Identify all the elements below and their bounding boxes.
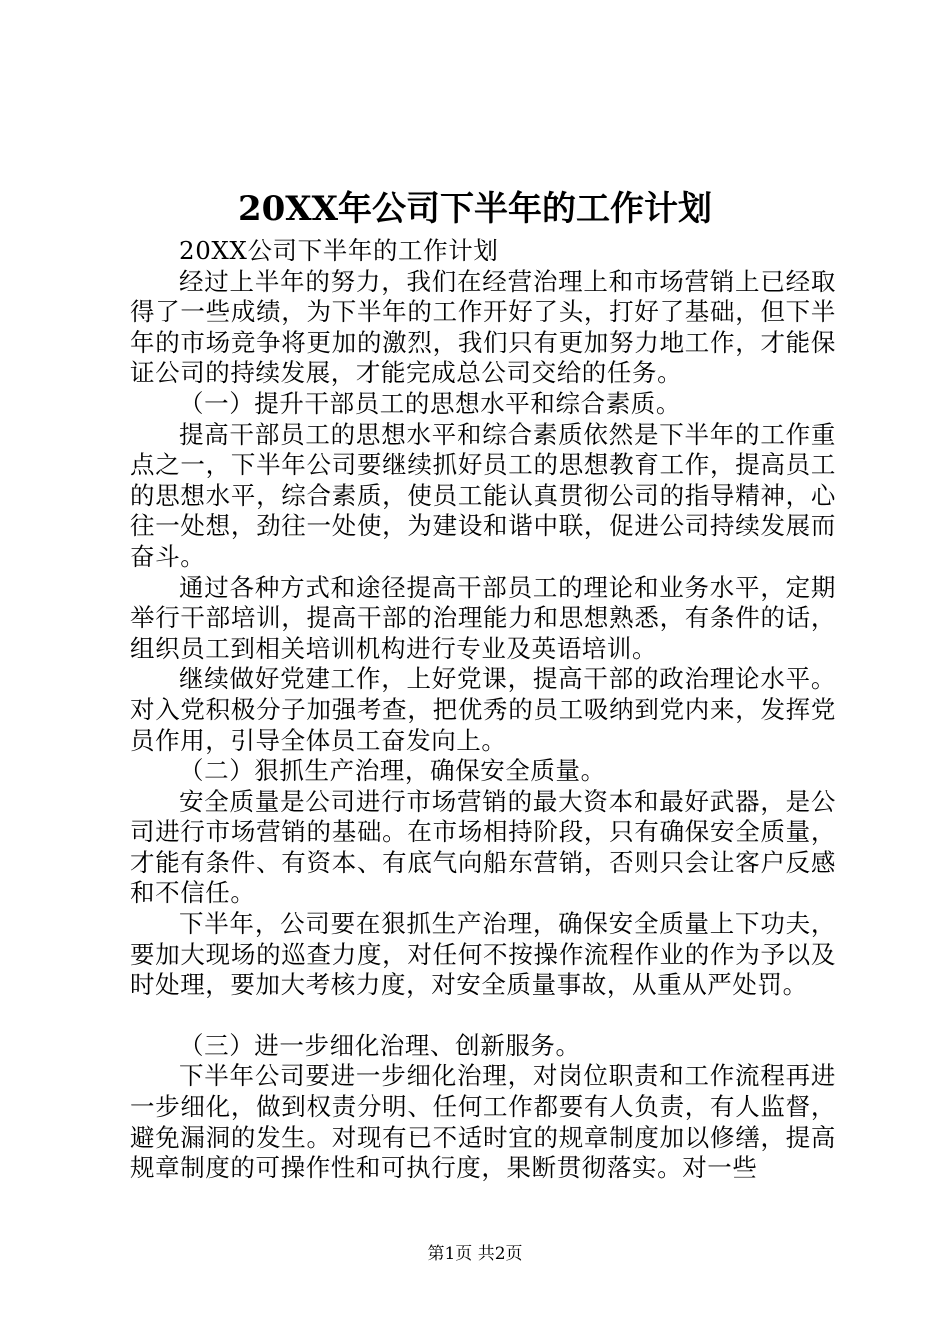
section-heading-3: （三）进一步细化治理、创新服务。	[179, 1030, 581, 1060]
page-footer: 第1页 共2页	[427, 1244, 523, 1264]
paragraph-spacer	[130, 1001, 836, 1031]
section-heading-2: （二）狠抓生产治理，确保安全质量。	[179, 756, 606, 786]
body-paragraph: 提高干部员工的思想水平和综合素质依然是下半年的工作重点之一，下半年公司要继续抓好员工的思想教育工作，提高员工的思想水平，综合素质，使员工能认真贯彻公司的指导精神，心往一处想，劲往一处使，为建设和谐中联，促进公司持续发展而奋斗。	[130, 419, 836, 571]
body-paragraph: 通过各种方式和途径提高干部员工的理论和业务水平，定期举行干部培训，提高干部的治理能力和思想熟悉，有条件的话，组织员工到相关培训机构进行专业及英语培训。	[130, 572, 836, 663]
body-paragraph: 下半年，公司要在狠抓生产治理，确保安全质量上下功夫，要加大现场的巡查力度，对任何不按操作流程作业的作为予以及时处理，要加大考核力度，对安全质量事故，从重从严处罚。	[130, 909, 836, 1000]
section-heading-1: （一）提升干部员工的思想水平和综合素质。	[179, 388, 681, 418]
document-body	[130, 236, 836, 1184]
intro-paragraph: 经过上半年的努力，我们在经营治理上和市场营销上已经取得了一些成绩，为下半年的工作开好了头，打好了基础，但下半年的市场竞争将更加的激烈，我们只有更加努力地工作，才能保证公司的持续发展，才能完成总公司交给的任务。	[130, 266, 836, 388]
body-paragraph: 安全质量是公司进行市场营销的最大资本和最好武器，是公司进行市场营销的基础。在市场相持阶段，只有确保安全质量，才能有条件、有资本、有底气向船东营销，否则只会让客户反感和不信任。	[130, 786, 836, 908]
body-paragraph: 下半年公司要进一步细化治理，对岗位职责和工作流程再进一步细化，做到权责分明、任何工作都要有人负责，有人监督，避免漏洞的发生。对现有已不适时宜的规章制度加以修缮，提高规章制度的可操作性和可执行度，果断贯彻落实。对一些	[130, 1061, 836, 1183]
body-paragraph: 继续做好党建工作，上好党课，提高干部的政治理论水平。对入党积极分子加强考查，把优秀的员工吸纳到党内来，发挥党员作用，引导全体员工奋发向上。	[130, 664, 836, 755]
subtitle-paragraph: 20XX公司下半年的工作计划	[179, 236, 499, 265]
page-title: 20XX年公司下半年的工作计划	[237, 189, 713, 229]
